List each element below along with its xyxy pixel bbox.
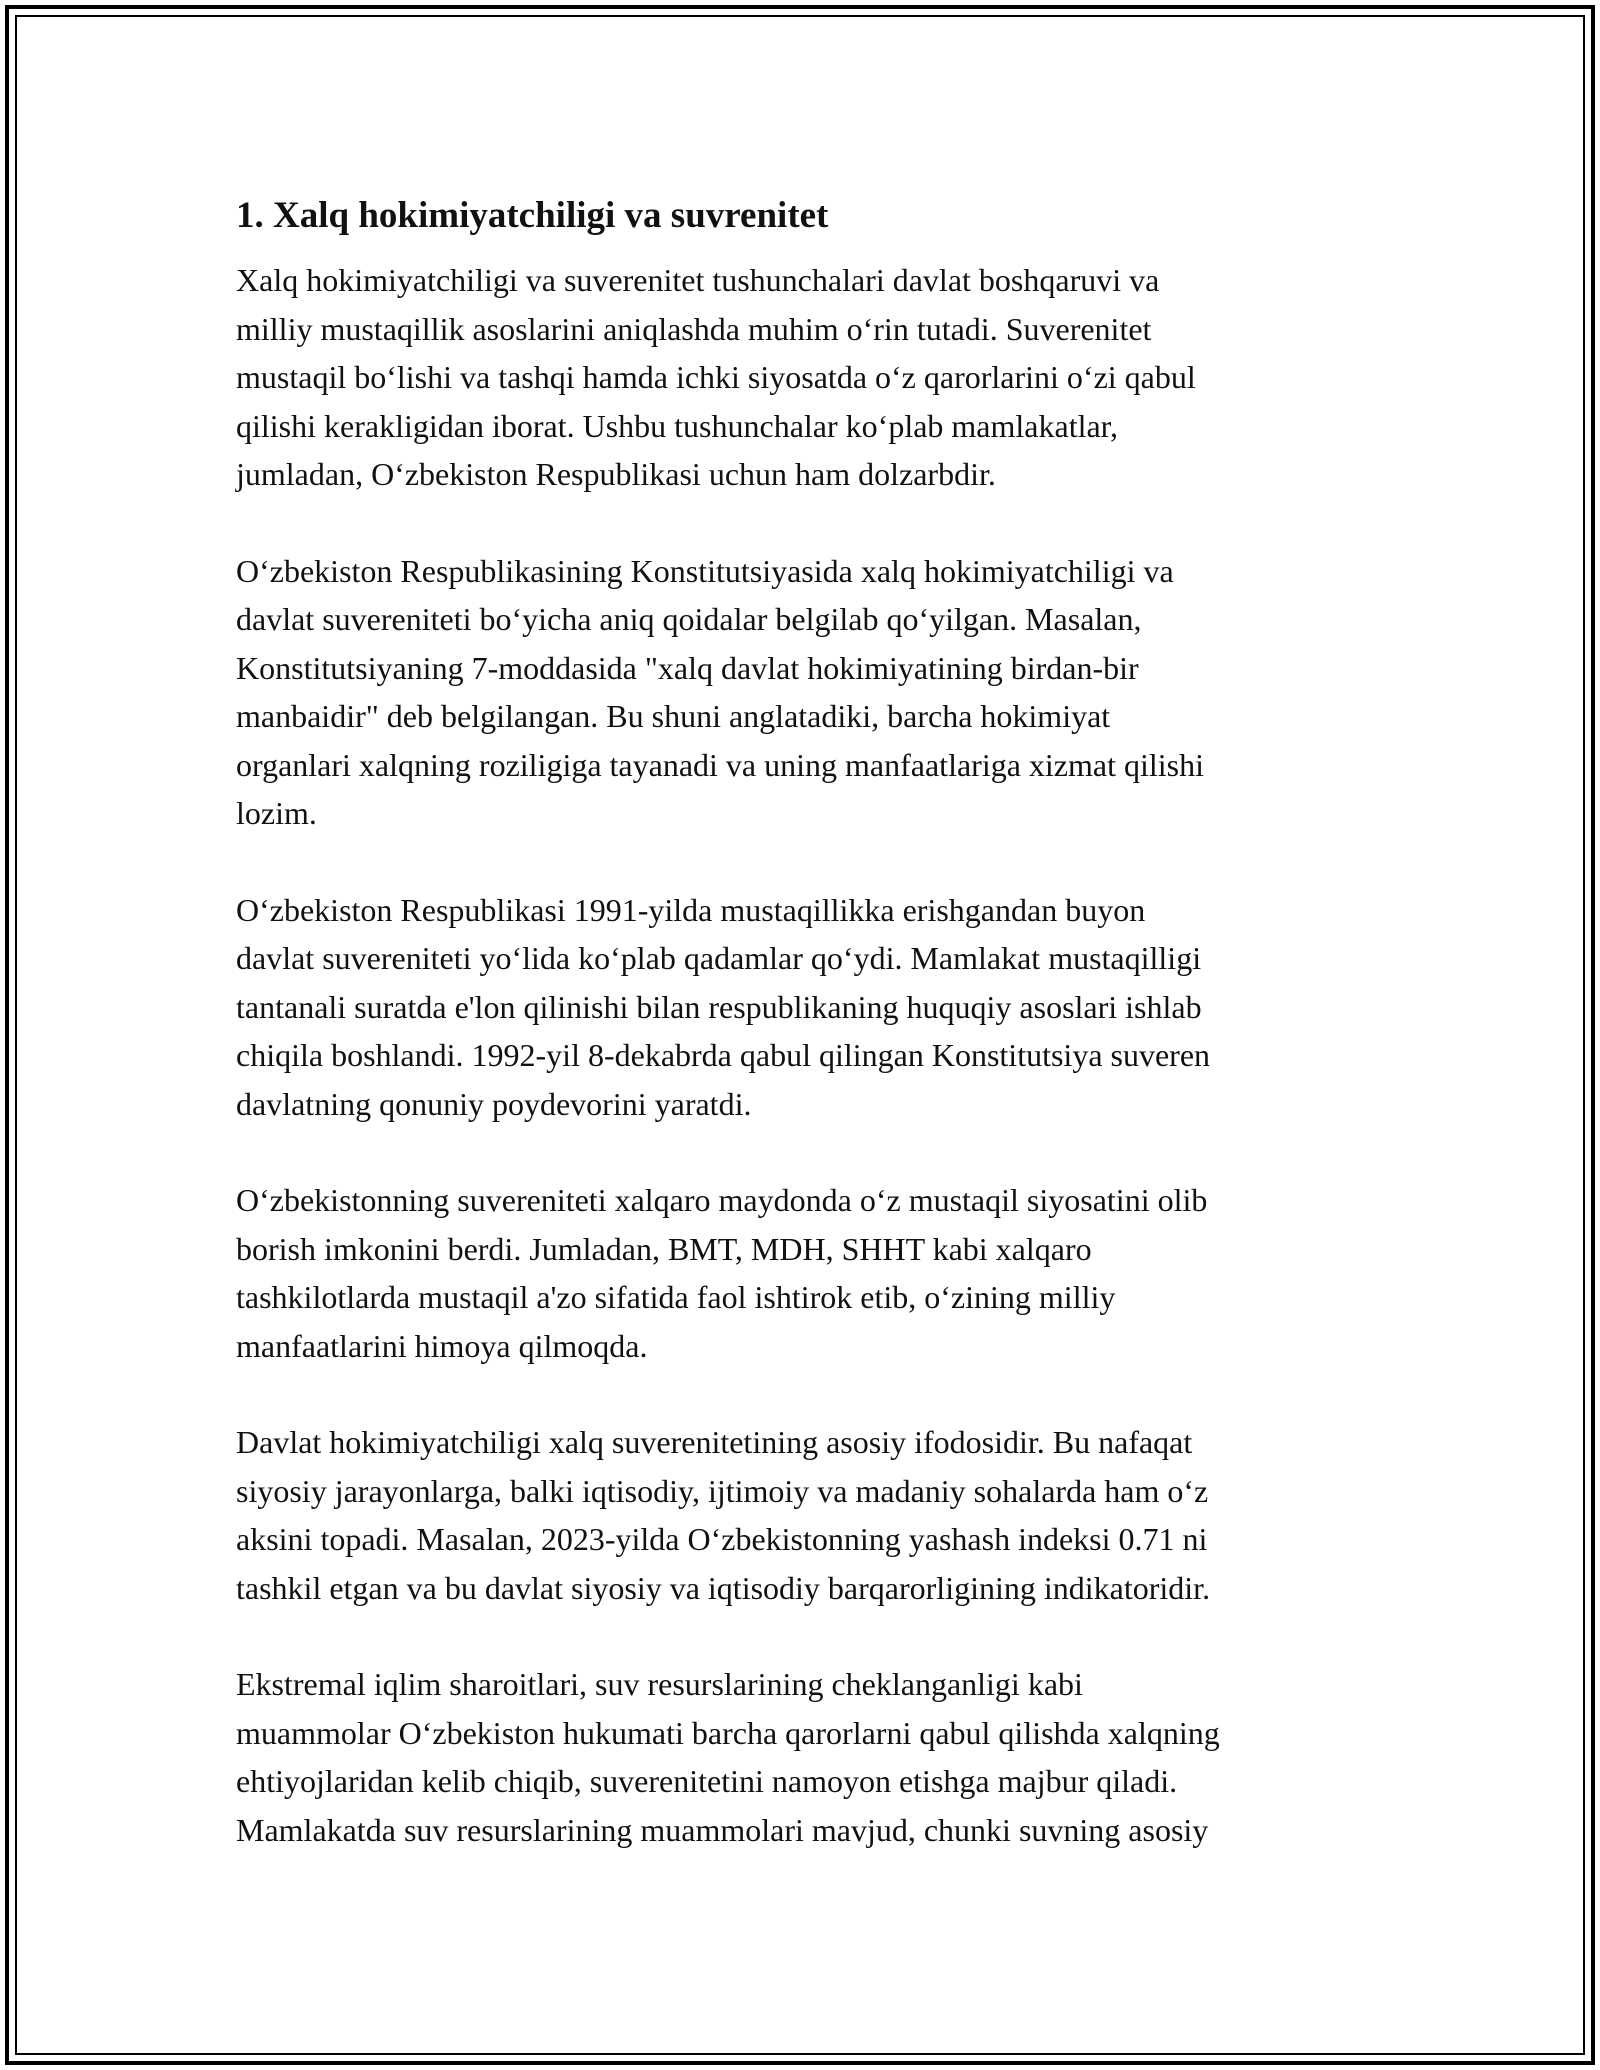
paragraph-line: chiqila boshlandi. 1992-yil 8-dekabrda qabul qilingan Konstitutsiya suveren [236, 1037, 1211, 1073]
paragraph-4 [236, 1176, 1386, 1370]
paragraph-3 [236, 886, 1386, 1129]
paragraph-line: manbaidir" deb belgilangan. Bu shuni anglatadiki, barcha hokimiyat [236, 698, 1111, 734]
paragraph-line: qilishi kerakligidan iborat. Ushbu tushunchalar ko‘plab mamlakatlar, [236, 407, 1119, 444]
paragraph-line: siyosiy jarayonlarga, balki iqtisodiy, ijtimoiy va madaniy sohalarda ham o‘z [236, 1472, 1209, 1509]
paragraph-1 [236, 256, 1386, 499]
paragraph-line: ehtiyojlaridan kelib chiqib, suverenitetini namoyon etishga majbur qiladi. [236, 1763, 1178, 1799]
paragraph-line: organlari xalqning roziligiga tayanadi va uning manfaatlariga xizmat qilishi [236, 746, 1204, 783]
paragraph-2 [236, 547, 1386, 838]
paragraph-line: davlat suvereniteti yo‘lida ko‘plab qadamlar qo‘ydi. Mamlakat mustaqilligi [236, 940, 1202, 976]
paragraph-line: muammolar O‘zbekiston hukumati barcha qarorlarni qabul qilishda xalqning [236, 1714, 1220, 1751]
paragraph-line: tashkil etgan va bu davlat siyosiy va iqtisodiy barqarorligining indikatoridir. [236, 1569, 1211, 1606]
paragraph-line: borish imkonini berdi. Jumladan, BMT, MDH, SHHT kabi xalqaro [236, 1230, 1092, 1267]
paragraph-line: tashkilotlarda mustaqil a'zo sifatida faol ishtirok etib, o‘zining milliy [236, 1279, 1116, 1315]
paragraph-line: aksini topadi. Masalan, 2023-yilda O‘zbekistonning yashash indeksi 0.71 ni [236, 1521, 1208, 1557]
paragraph-line: O‘zbekistonning suvereniteti xalqaro maydonda o‘z mustaqil siyosatini olib [236, 1182, 1208, 1218]
paragraph-line: Davlat hokimiyatchiligi xalq suverenitetining asosiy ifodosidir. Bu nafaqat [236, 1424, 1193, 1460]
paragraph-line: Xalq hokimiyatchiligi va suverenitet tushunchalari davlat boshqaruvi va [236, 262, 1160, 298]
paragraph-line: Ekstremal iqlim sharoitlari, suv resurslarining cheklanganligi kabi [236, 1666, 1083, 1702]
paragraph-line: Konstitutsiyaning 7-moddasida "xalq davlat hokimiyatining birdan-bir [236, 649, 1139, 686]
paragraph-line: lozim. [236, 795, 317, 831]
paragraph-line: Mamlakatda suv resurslarining muammolari mavjud, chunki suvning asosiy [236, 1811, 1209, 1848]
paragraph-line: tantanali suratda e'lon qilinishi bilan respublikaning huquqiy asoslari ishlab [236, 988, 1202, 1025]
paragraph-5 [236, 1418, 1386, 1612]
paragraph-line: mustaqil bo‘lishi va tashqi hamda ichki siyosatda o‘z qarorlarini o‘zi qabul [236, 359, 1196, 395]
paragraph-line: O‘zbekiston Respublikasi 1991-yilda mustaqillikka erishgandan buyon [236, 891, 1146, 928]
paragraph-6 [236, 1660, 1386, 1854]
paragraph-line: jumladan, O‘zbekiston Respublikasi uchun ham dolzarbdir. [236, 456, 996, 492]
paragraph-line: O‘zbekiston Respublikasining Konstitutsiyasida xalq hokimiyatchiligi va [236, 552, 1174, 589]
paragraph-line: davlat suvereniteti bo‘yicha aniq qoidalar belgilab qo‘yilgan. Masalan, [236, 601, 1142, 637]
section-heading: 1. Xalq hokimiyatchiligi va suvrenitet [236, 195, 829, 236]
paragraph-line: manfaatlarini himoya qilmoqda. [236, 1327, 648, 1364]
document-body [236, 188, 1386, 1902]
paragraph-line: davlatning qonuniy poydevorini yaratdi. [236, 1085, 752, 1122]
paragraph-line: milliy mustaqillik asoslarini aniqlashda muhim o‘rin tutadi. Suverenitet [236, 310, 1152, 347]
